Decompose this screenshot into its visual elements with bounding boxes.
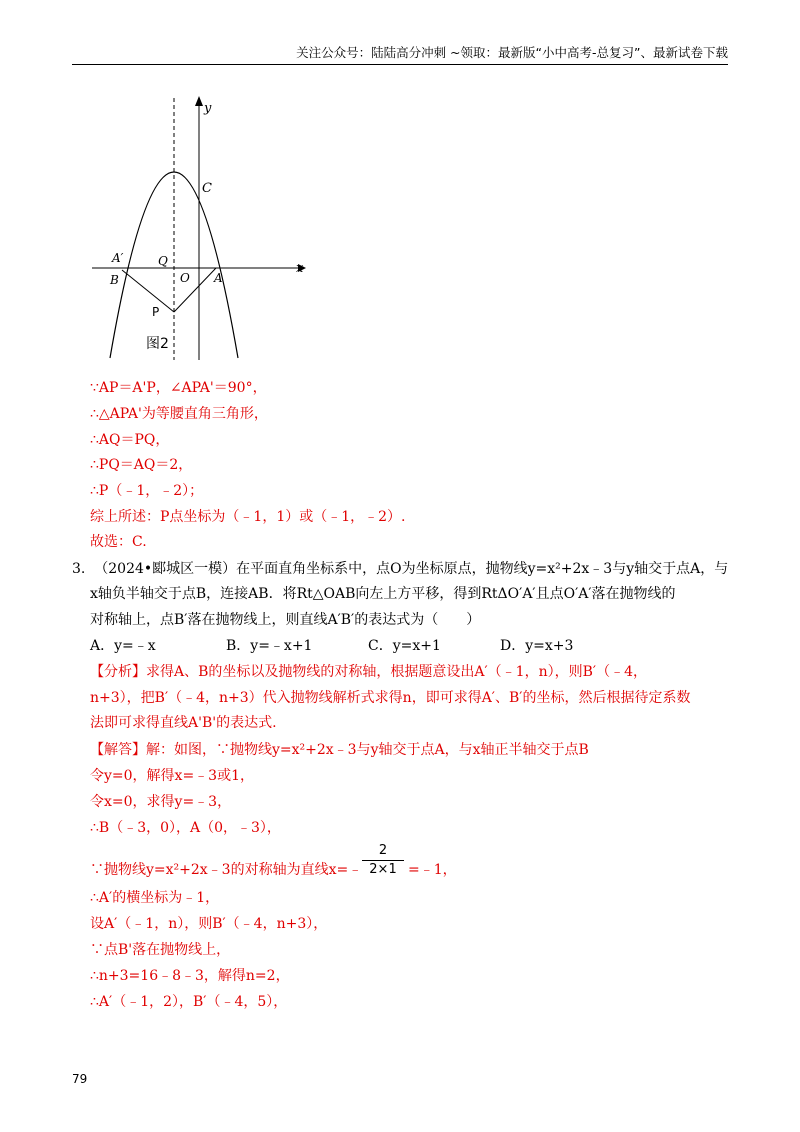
figure-caption: 图2 (146, 336, 169, 352)
segment-b-p (122, 270, 174, 312)
answer-line: ∵点B'落在抛物线上， (90, 942, 231, 958)
question-line (72, 559, 728, 579)
option-c[interactable]: C．y=x+1 (368, 638, 441, 654)
y-axis-arrow (195, 96, 203, 106)
solution-line: ∴P（﹣1，﹣2）； (90, 483, 204, 499)
label-a: A (214, 271, 223, 285)
question-number: 3. (72, 561, 86, 577)
solution-line: 故选：C. (90, 534, 147, 550)
solution-line: ∴AQ＝PQ， (90, 432, 170, 448)
label-o: O (180, 271, 190, 285)
label-x: x (296, 261, 304, 276)
answer-line: 设A′（﹣1，n），则B′（﹣4，n+3）， (90, 916, 328, 932)
question-line: x轴负半轴交于点B，连接AB．将Rt△OAB向左上方平移，得到RtΔO′A′且点O′A′落在抛物线的 (90, 586, 676, 602)
fraction-denominator: 2×1 (369, 862, 397, 877)
option-d[interactable]: D．y=x+3 (500, 638, 574, 654)
solution-line: ∴△APA'为等腰直角三角形， (90, 406, 268, 422)
question-text: （2024•郾城区一模）在平面直角坐标系中，点O为坐标原点，抛物线y=x²+2x﹣3与y轴交于点A，与 (94, 561, 729, 577)
answer-line: ∴n+3=16﹣8﹣3，解得n=2， (90, 968, 290, 984)
fraction-bar (362, 860, 404, 861)
fraction-numerator: 2 (378, 843, 388, 858)
fraction (362, 843, 404, 878)
solution-line: ∵AP＝A'P，∠APA'＝90°， (90, 380, 267, 396)
solution-line: ∴PQ＝AQ＝2， (90, 457, 193, 473)
parabola-figure (80, 90, 320, 370)
option-b[interactable]: B．y=﹣x+1 (226, 638, 313, 654)
header-text: 关注公众号：陆陆高分冲刺 ~领取：最新版“小中高考-总复习”、最新试卷下载 (296, 45, 728, 60)
page-number: 79 (72, 1072, 88, 1086)
answer-line: ∵抛物线y=x²+2x﹣3的对称轴为直线x=﹣ (90, 862, 363, 878)
analysis-line: 法即可求得直线A'B'的表达式. (90, 715, 277, 731)
analysis-line: n+3），把B′（﹣4，n+3）代入抛物线解析式求得n，即可求得A′、B′的坐标，然后根据待定系数 (90, 690, 691, 706)
answer-line: ∴A′（﹣1，2），B′（﹣4，5）， (90, 994, 288, 1010)
answer-line: ∴B（﹣3，0），A（0，﹣3）， (90, 820, 281, 836)
answer-line: =﹣1， (408, 862, 457, 878)
question-line: 对称轴上，点B′落在抛物线上，则直线A′B′的表达式为（ ） (90, 612, 481, 628)
option-a[interactable]: A．y=﹣x (90, 638, 156, 654)
answer-line: ∴A′的横坐标为﹣1， (90, 890, 220, 906)
label-b: B (110, 273, 119, 287)
label-q: Q (158, 254, 168, 268)
label-c: C (202, 181, 212, 196)
page-header (72, 44, 728, 65)
analysis-line: 【分析】求得A、B的坐标以及抛物线的对称轴，根据题意设出A′（﹣1，n），则B′（﹣4， (90, 664, 647, 680)
answer-line: 令x=0，求得y=﹣3， (90, 794, 232, 810)
solution-line: 综上所述：P点坐标为（﹣1，1）或（﹣1，﹣2）. (90, 509, 406, 525)
label-a-prime: A′ (112, 251, 124, 265)
label-y: y (204, 101, 212, 116)
answer-line: 令y=0，解得x=﹣3或1， (90, 768, 254, 784)
label-p: P (152, 305, 160, 319)
answer-line: 【解答】解：如图，∵抛物线y=x²+2x﹣3与y轴交于点A，与x轴正半轴交于点B (90, 742, 589, 758)
